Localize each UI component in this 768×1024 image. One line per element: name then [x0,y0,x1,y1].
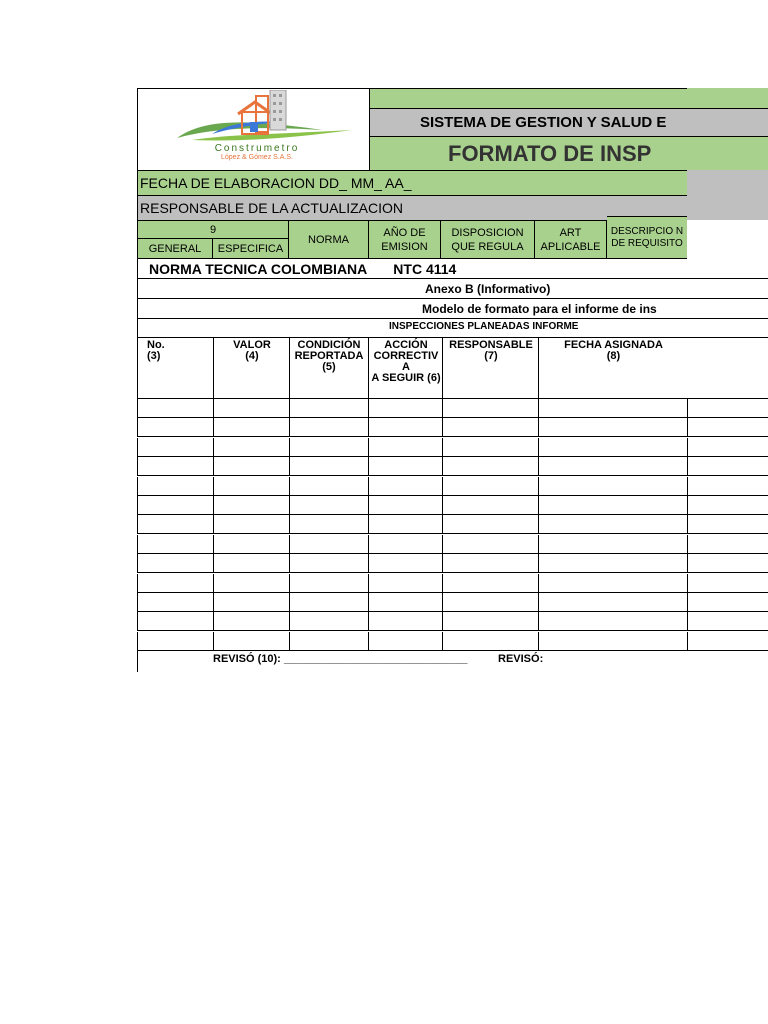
table-cell[interactable] [214,593,290,612]
col-especifica: ESPECIFICA [213,238,289,259]
table-row [137,418,768,437]
table-row [137,496,768,515]
table-cell[interactable] [290,593,369,612]
table-cell[interactable] [369,632,443,651]
col-disposicion: DISPOSICION QUE REGULA [441,220,535,259]
logo-name: Construmetro [214,143,300,154]
table-cell[interactable] [369,477,443,496]
fecha-row [137,170,687,195]
fecha-row-gray [687,170,768,220]
col-art: ART APLICABLE [535,220,607,259]
system-title: SISTEMA DE GESTION Y SALUD E [420,114,667,131]
th-divider-4 [369,338,443,400]
table-cell[interactable] [290,457,369,476]
th-fecha: FECHA ASIGNADA (8) [564,339,663,362]
table-cell[interactable] [290,535,369,554]
table-cell[interactable] [138,496,214,515]
anexo-row [137,279,768,299]
col-norma: NORMA [289,220,369,259]
modelo-row [137,299,768,319]
footer-row [137,651,768,672]
table-cell[interactable] [369,399,443,418]
table-cell[interactable] [443,515,539,534]
table-cell[interactable] [138,438,214,457]
responsable-label: RESPONSABLE DE LA ACTUALIZACION [140,200,403,216]
table-cell[interactable] [539,574,688,593]
table-cell[interactable] [290,574,369,593]
table-cell[interactable] [369,418,443,437]
table-cell[interactable] [443,399,539,418]
table-cell[interactable] [443,554,539,573]
table-cell[interactable] [138,554,214,573]
table-cell[interactable] [443,612,539,631]
inspecciones-label: INSPECCIONES PLANEADAS INFORME [389,321,579,332]
fecha-label: FECHA DE ELABORACION DD_ MM_ AA_ [140,175,412,191]
system-title-cell [369,108,768,137]
table-cell[interactable] [539,399,688,418]
anexo-label: Anexo B (Informativo) [425,281,551,296]
construmetro-logo [172,90,362,150]
table-cell[interactable] [290,477,369,496]
table-cell[interactable] [443,593,539,612]
table-row [137,632,768,651]
table-cell[interactable] [290,496,369,515]
table-row [137,554,768,573]
modelo-label: Modelo de formato para el informe de ins [422,301,657,316]
table-cell[interactable] [138,535,214,554]
table-row [137,574,768,593]
table-cell[interactable] [369,554,443,573]
title-green-strip-right [687,88,768,108]
table-cell[interactable] [138,457,214,476]
table-cell[interactable] [138,612,214,631]
th-valor: VALOR (4) [233,339,271,362]
table-cell[interactable] [214,515,290,534]
norma-row [137,259,768,279]
form-title: FORMATO DE INSP [448,140,652,166]
table-cell[interactable] [290,612,369,631]
table-cell[interactable] [369,515,443,534]
table-cell[interactable] [214,535,290,554]
th-divider-2 [214,338,290,400]
table-cell[interactable] [214,574,290,593]
table-cell[interactable] [539,496,688,515]
table-cell[interactable] [369,535,443,554]
table-cell[interactable] [214,399,290,418]
table-cell[interactable] [369,593,443,612]
table-cell[interactable] [443,574,539,593]
table-cell[interactable] [138,418,214,437]
table-cell[interactable] [369,457,443,476]
table-cell[interactable] [539,554,688,573]
table-row [137,477,768,496]
table-cell[interactable] [290,515,369,534]
table-cell[interactable] [138,477,214,496]
col-general: GENERAL [137,238,213,259]
title-green-strip [369,88,687,108]
table-row [137,457,768,476]
table-row [137,612,768,631]
inspecciones-row [137,319,768,337]
form-title-green-right [687,137,768,170]
th-responsable: RESPONSABLE (7) [449,339,533,362]
table-header [137,337,768,399]
form-title-cell [369,137,687,170]
table-cell[interactable] [539,457,688,476]
norma-code: NTC 4114 [393,260,457,277]
table-cell[interactable] [290,399,369,418]
table-cell[interactable] [539,593,688,612]
table-cell[interactable] [138,515,214,534]
table-cell[interactable] [539,515,688,534]
table-row [137,515,768,534]
responsable-row [137,195,687,220]
table-row [137,438,768,457]
table-cell[interactable] [369,574,443,593]
th-condicion: CONDICIÓN REPORTADA (5) [294,339,364,373]
table-cell[interactable] [214,477,290,496]
table-cell[interactable] [443,535,539,554]
norma-title: NORMA TECNICA COLOMBIANA [149,260,368,277]
table-cell[interactable] [539,438,688,457]
col-descripcion: DESCRIPCIO N DE REQUISITO [607,216,687,259]
table-cell[interactable] [539,612,688,631]
table-cell[interactable] [369,438,443,457]
table-cell[interactable] [214,457,290,476]
th-divider-3 [290,338,369,400]
table-cell[interactable] [443,477,539,496]
logo-subtitle: López & Gómez S.A.S. [221,154,293,161]
table-cell[interactable] [138,399,214,418]
spreadsheet [137,88,768,672]
table-row [137,399,768,418]
table-cell[interactable] [290,632,369,651]
table-cell[interactable] [138,593,214,612]
table-cell[interactable] [214,612,290,631]
th-divider-5 [443,338,539,400]
table-cell[interactable] [138,632,214,651]
table-cell[interactable] [539,477,688,496]
table-cell[interactable] [443,438,539,457]
table-cell[interactable] [443,418,539,437]
table-cell[interactable] [214,554,290,573]
table-row [137,593,768,612]
table-cell[interactable] [443,632,539,651]
table-cell[interactable] [214,418,290,437]
col-number: 9 [137,220,289,238]
th-no: No. (3) [147,339,165,362]
th-accion: ACCIÓN CORRECTIV A A SEGUIR (6) [371,339,441,384]
table-cell[interactable] [290,554,369,573]
reviso-10: REVISÓ (10): ______________________________ [213,653,468,665]
table-cell[interactable] [138,574,214,593]
table-cell[interactable] [214,496,290,515]
table-cell[interactable] [539,632,688,651]
table-cell[interactable] [369,496,443,515]
table-cell[interactable] [443,496,539,515]
table-cell[interactable] [290,438,369,457]
reviso-2: REVISÓ: [498,653,544,665]
table-cell[interactable] [443,457,539,476]
table-cell[interactable] [214,438,290,457]
col-anio: AÑO DE EMISION [369,220,441,259]
table-row [137,535,768,554]
table-cell[interactable] [539,535,688,554]
th-divider-1 [138,338,214,400]
table-cell[interactable] [290,418,369,437]
table-cell[interactable] [214,632,290,651]
table-cell[interactable] [369,612,443,631]
table-cell[interactable] [539,418,688,437]
